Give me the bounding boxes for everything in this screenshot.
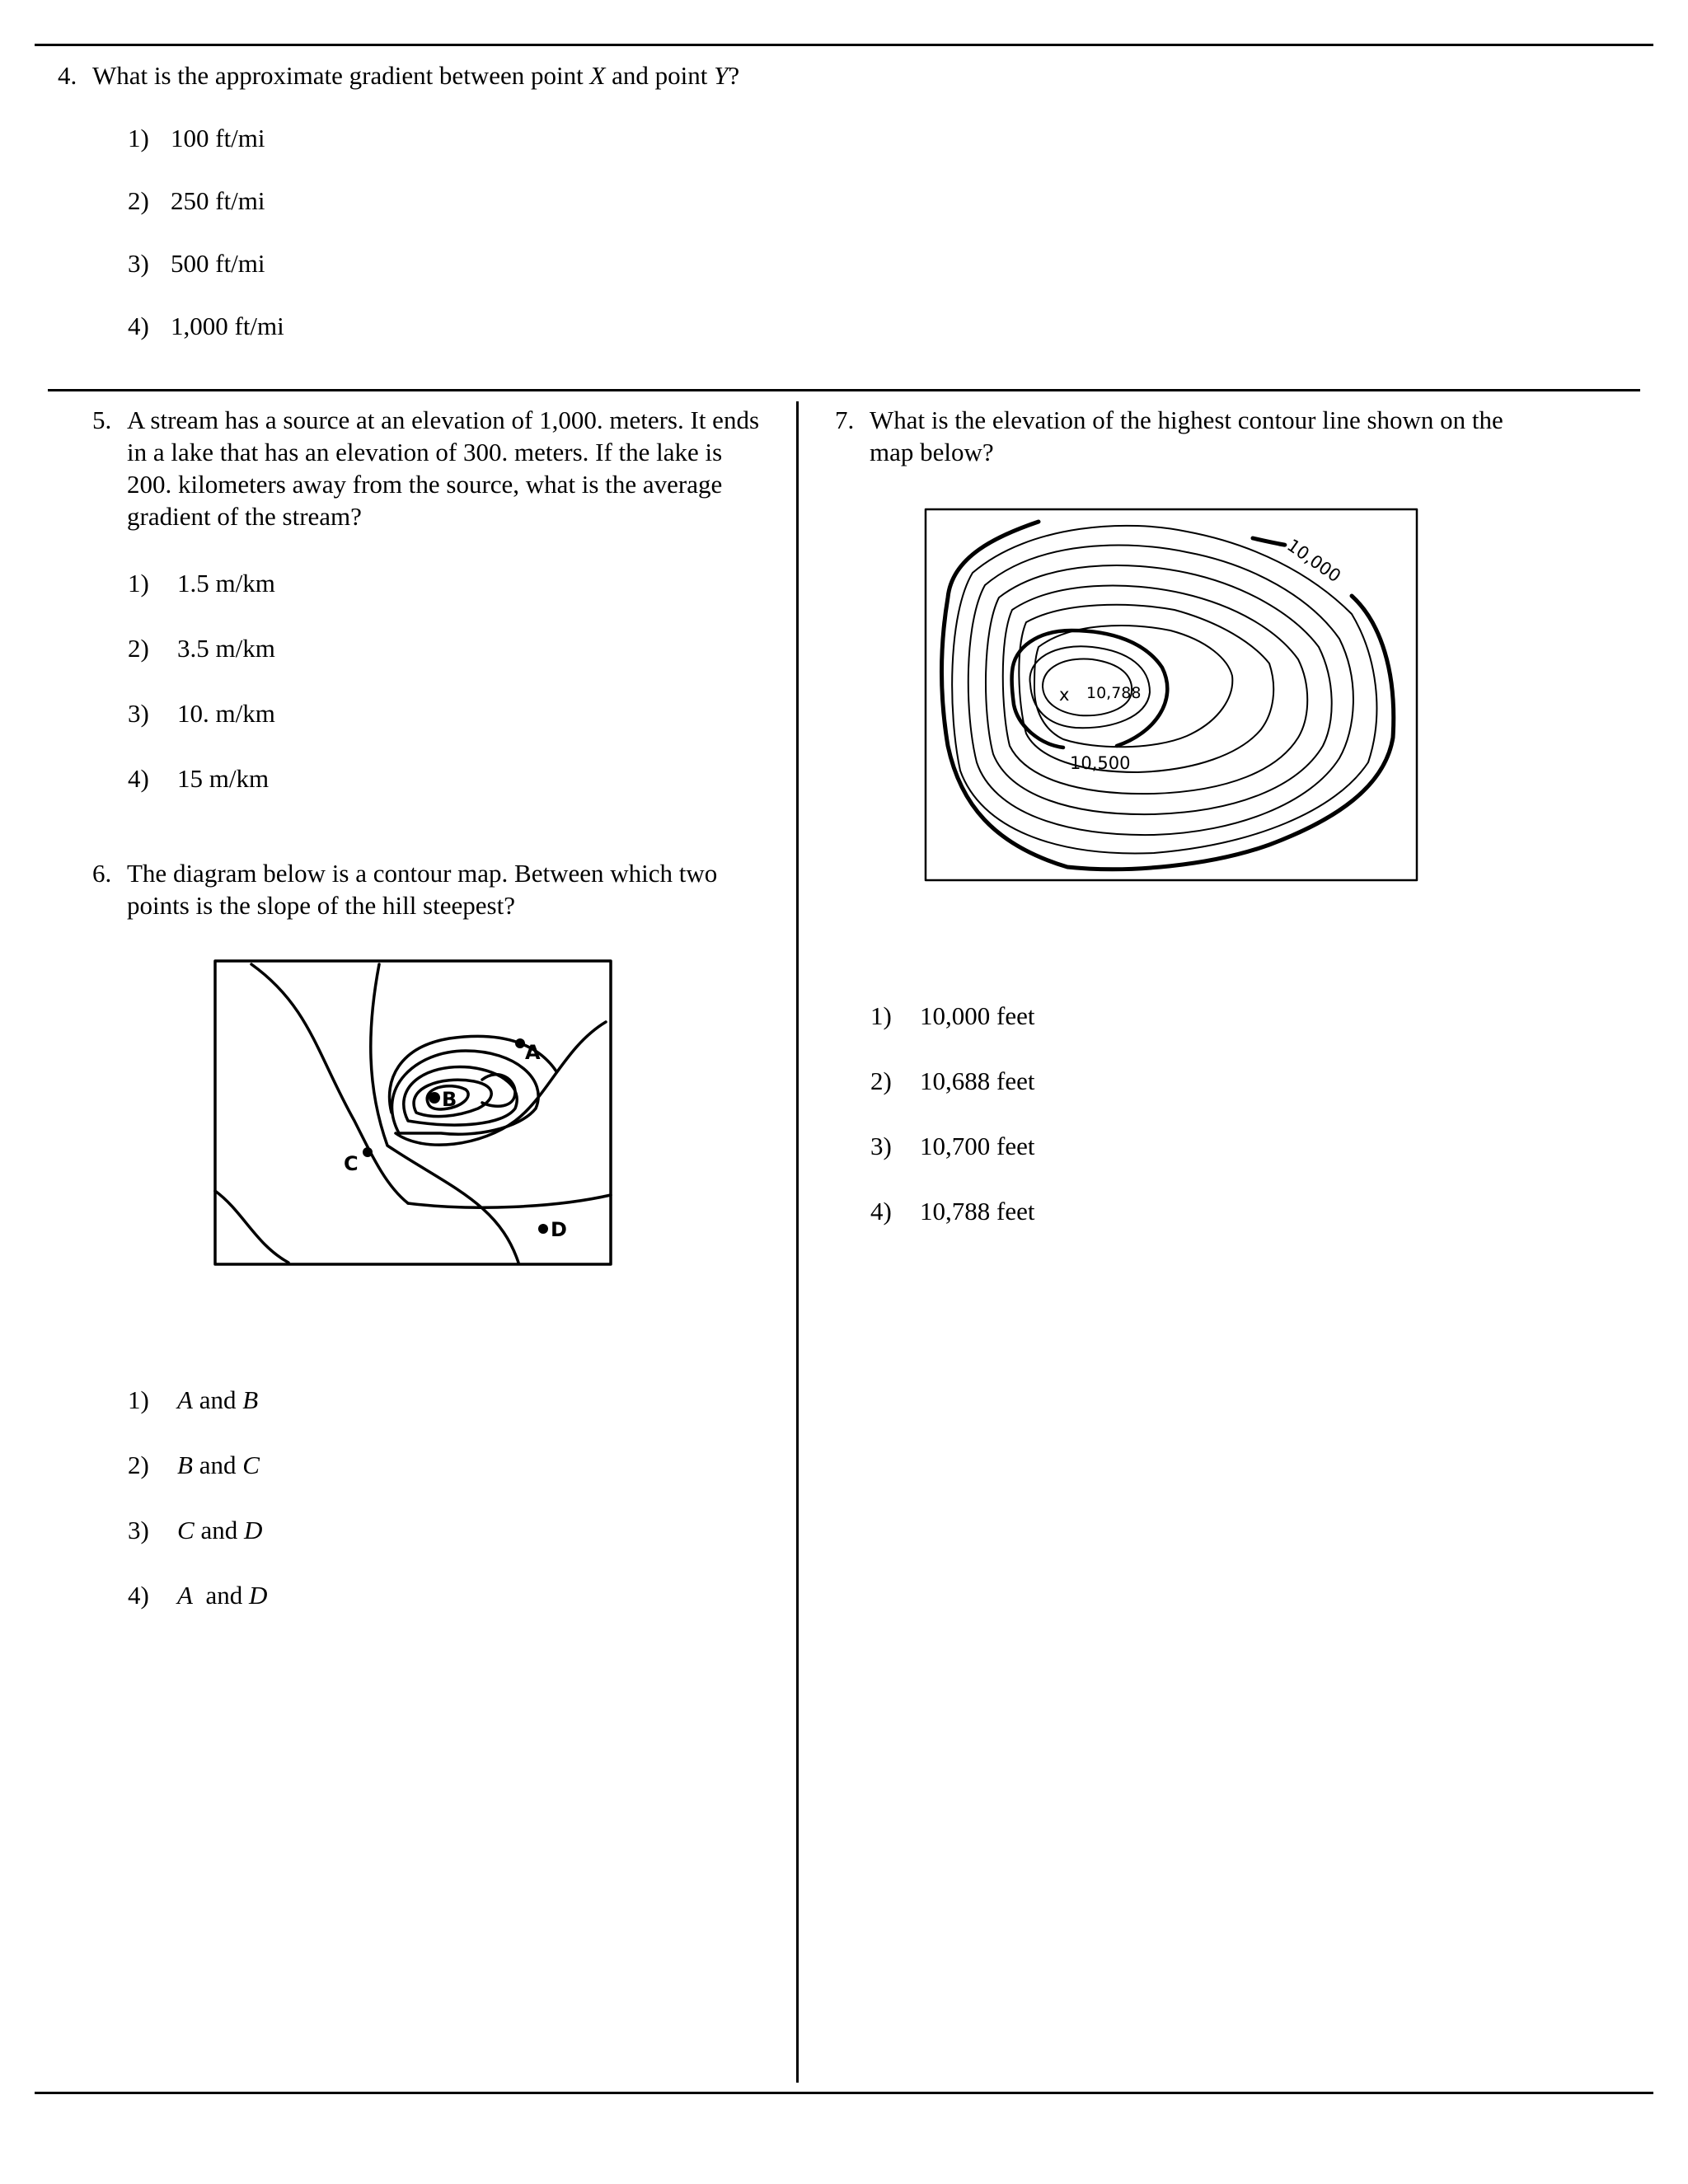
- choice-number: 1): [128, 569, 149, 598]
- choice-number: 2): [128, 1451, 149, 1479]
- choice-point: C: [177, 1516, 195, 1544]
- bottom-rule: [35, 2092, 1653, 2094]
- question-4: [58, 59, 1047, 91]
- q4-choice-2[interactable]: [128, 185, 265, 217]
- contour-line: [952, 526, 1376, 854]
- map-label-b: B: [442, 1088, 457, 1111]
- map-border: [926, 509, 1417, 880]
- q5-choice-3[interactable]: [128, 697, 275, 729]
- choice-number: 3): [128, 699, 149, 728]
- q7-choice-4[interactable]: [870, 1195, 1034, 1227]
- choice-text: 10,688 feet: [920, 1066, 1035, 1095]
- choice-number: 3): [128, 249, 149, 278]
- choice-number: 2): [870, 1066, 892, 1095]
- q5-choice-2[interactable]: [128, 632, 275, 664]
- choice-number: 4): [128, 1581, 149, 1610]
- choice-text: 10. m/km: [177, 699, 275, 728]
- question-stem: A stream has a source at an elevation of 1,000. meters. It ends in a lake that has an elevation of 300. meters. If the lake is 200. kilometers away from the source, what is the average gradient of the stream?: [127, 405, 760, 531]
- choice-number: 4): [870, 1197, 892, 1226]
- choice-number: 1): [128, 124, 149, 152]
- point-x: X: [589, 61, 606, 90]
- choice-number: 4): [128, 764, 149, 793]
- q4-choice-3[interactable]: [128, 247, 265, 279]
- choice-text: 500 ft/mi: [171, 249, 265, 278]
- choice-text: 10,000 feet: [920, 1001, 1035, 1030]
- choice-point: A: [177, 1385, 193, 1414]
- question-7: [835, 404, 1527, 468]
- choice-text: 1,000 ft/mi: [171, 312, 284, 340]
- choice-number: 2): [128, 186, 149, 215]
- q7-choice-3[interactable]: [870, 1130, 1034, 1162]
- question-stem: What is the approximate gradient between point: [92, 61, 590, 90]
- q6-choice-3[interactable]: [128, 1514, 262, 1546]
- choice-number: 2): [128, 634, 149, 663]
- top-rule: [35, 44, 1653, 46]
- contour-line: [251, 964, 408, 1203]
- choice-text: and: [192, 1581, 249, 1610]
- point-a-marker: [515, 1038, 525, 1048]
- column-divider: [796, 401, 799, 2083]
- choice-point: B: [177, 1451, 193, 1479]
- choice-number: 1): [870, 1001, 892, 1030]
- choice-text: and: [194, 1516, 244, 1544]
- choice-point: B: [242, 1385, 259, 1414]
- question-stem: The diagram below is a contour map. Between which two points is the slope of the hill steepest?: [127, 859, 718, 920]
- contour-line: [1003, 585, 1308, 794]
- question-stem-end: ?: [728, 61, 740, 90]
- question-number: 4.: [58, 61, 77, 90]
- question-number: 5.: [92, 405, 112, 434]
- map-label-c: C: [344, 1152, 359, 1175]
- point-b-marker: [429, 1092, 440, 1104]
- q7-choice-1[interactable]: [870, 1000, 1034, 1032]
- choice-text: and: [192, 1451, 243, 1479]
- choice-point: A: [177, 1581, 193, 1610]
- choice-number: 3): [870, 1132, 892, 1160]
- choice-text: 250 ft/mi: [171, 186, 265, 215]
- contour-line: [215, 1191, 288, 1263]
- question-5: [92, 404, 768, 532]
- question-stem-mid: and point: [605, 61, 715, 90]
- choice-text: 100 ft/mi: [171, 124, 265, 152]
- choice-text: 10,700 feet: [920, 1132, 1035, 1160]
- q7-contour-map: [923, 507, 1421, 886]
- question-number: 6.: [92, 859, 112, 888]
- q5-choice-4[interactable]: [128, 762, 269, 794]
- choice-text: 1.5 m/km: [177, 569, 275, 598]
- q6-choice-4[interactable]: [128, 1579, 267, 1611]
- choice-point: D: [243, 1516, 263, 1544]
- q6-choice-1[interactable]: [128, 1384, 258, 1416]
- map-label-10500: 10,500: [1070, 753, 1131, 773]
- point-y: Y: [714, 61, 729, 90]
- q7-choice-2[interactable]: [870, 1065, 1034, 1097]
- point-c-marker: [363, 1147, 373, 1157]
- question-6: [92, 857, 776, 921]
- choice-text: and: [192, 1385, 243, 1414]
- contour-line-10000: [1253, 538, 1285, 545]
- choice-text: 3.5 m/km: [177, 634, 275, 663]
- choice-point: C: [242, 1451, 260, 1479]
- map-label-d: D: [551, 1218, 567, 1241]
- choice-number: 1): [128, 1385, 149, 1414]
- point-d-marker: [538, 1224, 548, 1234]
- map-label-10788: 10,788: [1086, 684, 1142, 702]
- contour-line: [986, 565, 1332, 814]
- q6-contour-map: [210, 956, 614, 1269]
- choice-text: 10,788 feet: [920, 1197, 1035, 1226]
- choice-text: 15 m/km: [177, 764, 270, 793]
- question-number: 7.: [835, 405, 855, 434]
- map-label-10000: 10,000: [1283, 535, 1345, 587]
- contour-line: [396, 1022, 606, 1145]
- choice-number: 4): [128, 312, 149, 340]
- q4-choice-4[interactable]: [128, 310, 284, 342]
- q4-choice-1[interactable]: [128, 122, 265, 154]
- q5-choice-1[interactable]: [128, 567, 275, 599]
- question-stem: What is the elevation of the highest contour line shown on the map below?: [870, 405, 1503, 466]
- choice-point: D: [248, 1581, 268, 1610]
- peak-marker: x: [1059, 685, 1070, 705]
- q6-choice-2[interactable]: [128, 1449, 260, 1481]
- choice-number: 3): [128, 1516, 149, 1544]
- contour-line: [408, 1195, 611, 1207]
- section-rule: [48, 389, 1640, 391]
- map-label-a: A: [525, 1041, 541, 1064]
